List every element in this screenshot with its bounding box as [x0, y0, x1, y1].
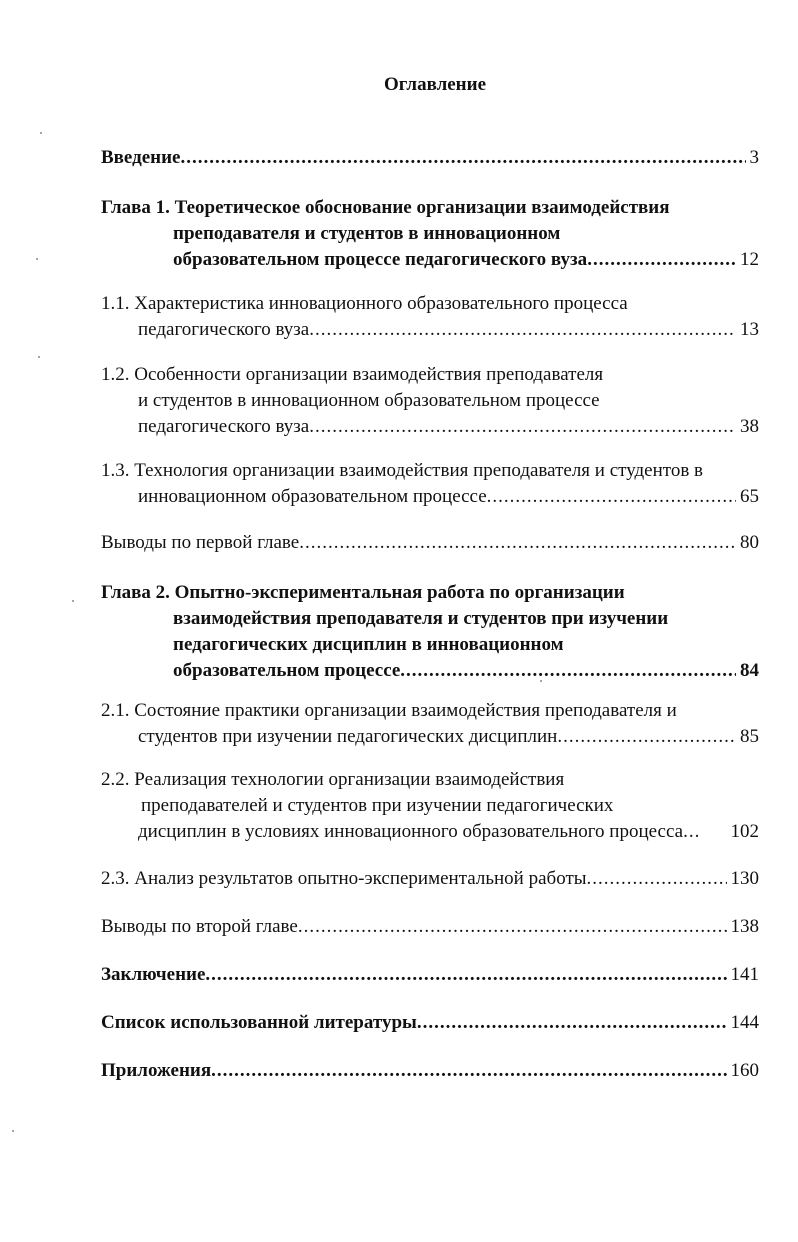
toc-page-number: 102 [730, 821, 759, 842]
toc-entry-text: Выводы по первой главе [101, 532, 300, 553]
toc-entry-text: Выводы по второй главе [101, 916, 298, 937]
dot-leader [400, 658, 736, 684]
toc-line [101, 724, 759, 750]
toc-page-number: 141 [730, 964, 759, 985]
dot-leader [298, 914, 727, 940]
toc-line [101, 247, 759, 273]
dot-leader [683, 819, 701, 845]
toc-entry-section-1-1[interactable] [101, 291, 759, 343]
toc-entry-conclusion[interactable] [101, 962, 759, 988]
toc-line: преподавателей и студентов при изучении педагогических [141, 795, 614, 816]
toc-page-number: 12 [740, 249, 759, 270]
toc-entry-text: образовательном процессе [173, 660, 401, 681]
dot-leader [181, 145, 746, 171]
scan-speck [12, 1130, 14, 1132]
toc-entry-text: Список использованной литературы [101, 1012, 417, 1033]
toc-line [101, 1058, 759, 1084]
toc-page-number: 65 [740, 486, 759, 507]
toc-line [101, 1010, 759, 1036]
toc-line: и студентов в инновационном образовательном процессе [138, 390, 600, 411]
toc-entry-introduction[interactable] [101, 145, 759, 171]
toc-entry-chapter-2[interactable] [101, 580, 759, 684]
scan-speck [72, 600, 74, 602]
toc-page-number: 84 [740, 660, 759, 681]
toc-line [101, 914, 759, 940]
toc-entry-text: студентов при изучении педагогических дисциплин [138, 726, 558, 747]
toc-line: 1.1. Характеристика инновационного образовательного процесса [101, 293, 628, 314]
page-title: Оглавление [383, 74, 487, 95]
toc-entry-chapter-1[interactable] [101, 195, 759, 273]
scan-speck [38, 356, 40, 358]
dot-leader [417, 1010, 727, 1036]
toc-entry-text: педагогического вуза [138, 319, 310, 340]
toc-entry-text: Введение [101, 147, 181, 168]
toc-page-number: 85 [740, 726, 759, 747]
toc-line: взаимодействия преподавателя и студентов при изучении [173, 608, 669, 629]
toc-page-number: 144 [730, 1012, 759, 1033]
toc-entry-chapter-1-conclusions[interactable] [101, 530, 759, 556]
toc-page-number: 160 [730, 1060, 759, 1081]
dot-leader [487, 484, 736, 510]
toc-line [101, 145, 759, 171]
toc-entry-section-1-2[interactable] [101, 362, 759, 440]
toc-page-number: 130 [730, 868, 759, 889]
toc-line [101, 658, 759, 684]
toc-entry-text: инновационном образовательном процессе [138, 486, 487, 507]
toc-page-number: 38 [740, 416, 759, 437]
toc-line: педагогических дисциплин в инновационном [173, 634, 564, 655]
toc-line [101, 866, 759, 892]
dot-leader [587, 866, 727, 892]
toc-entry-section-2-3[interactable] [101, 866, 759, 892]
toc-line [101, 414, 759, 440]
toc-entry-section-2-1[interactable] [101, 698, 759, 750]
toc-line [101, 962, 759, 988]
toc-page-number: 80 [740, 532, 759, 553]
toc-entry-section-2-2[interactable] [101, 767, 759, 845]
toc-entry-text: дисциплин в условиях инновационного образовательного процесса [138, 821, 684, 842]
toc-line [101, 530, 759, 556]
toc-page-number: 138 [730, 916, 759, 937]
toc-line: Глава 2. Опытно-экспериментальная работа по организации [101, 582, 625, 603]
toc-entry-text: 2.3. Анализ результатов опытно-экспериментальной работы [101, 868, 587, 889]
toc-page-number: 13 [740, 319, 759, 340]
scan-speck [40, 132, 42, 134]
dot-leader [309, 414, 736, 440]
toc-line: 1.2. Особенности организации взаимодействия преподавателя [101, 364, 604, 385]
toc-entry-appendices[interactable] [101, 1058, 759, 1084]
toc-line: 2.1. Состояние практики организации взаимодействия преподавателя и [101, 700, 677, 721]
toc-page-number: 3 [749, 147, 759, 168]
toc-line [101, 484, 759, 510]
toc-line: преподавателя и студентов в инновационном [173, 223, 561, 244]
toc-line [101, 317, 759, 343]
dot-leader [205, 962, 726, 988]
toc-line: 2.2. Реализация технологии организации взаимодействия [101, 769, 565, 790]
dot-leader [557, 724, 736, 750]
scan-speck [36, 258, 38, 260]
toc-entry-chapter-2-conclusions[interactable] [101, 914, 759, 940]
toc-entry-bibliography[interactable] [101, 1010, 759, 1036]
dot-leader [309, 317, 736, 343]
dot-leader [587, 247, 736, 273]
toc-line: 1.3. Технология организации взаимодействия преподавателя и студентов в [101, 460, 704, 481]
toc-entry-text: Приложения [101, 1060, 212, 1081]
dot-leader [299, 530, 736, 556]
toc-line [101, 819, 759, 845]
dot-leader [211, 1058, 726, 1084]
toc-entry-text: педагогического вуза [138, 416, 310, 437]
toc-line: Глава 1. Теоретическое обоснование организации взаимодействия [101, 197, 670, 218]
toc-entry-text: Заключение [101, 964, 206, 985]
toc-entry-section-1-3[interactable] [101, 458, 759, 510]
toc-entry-text: образовательном процессе педагогического вуза [173, 249, 588, 270]
scan-speck [540, 680, 542, 682]
